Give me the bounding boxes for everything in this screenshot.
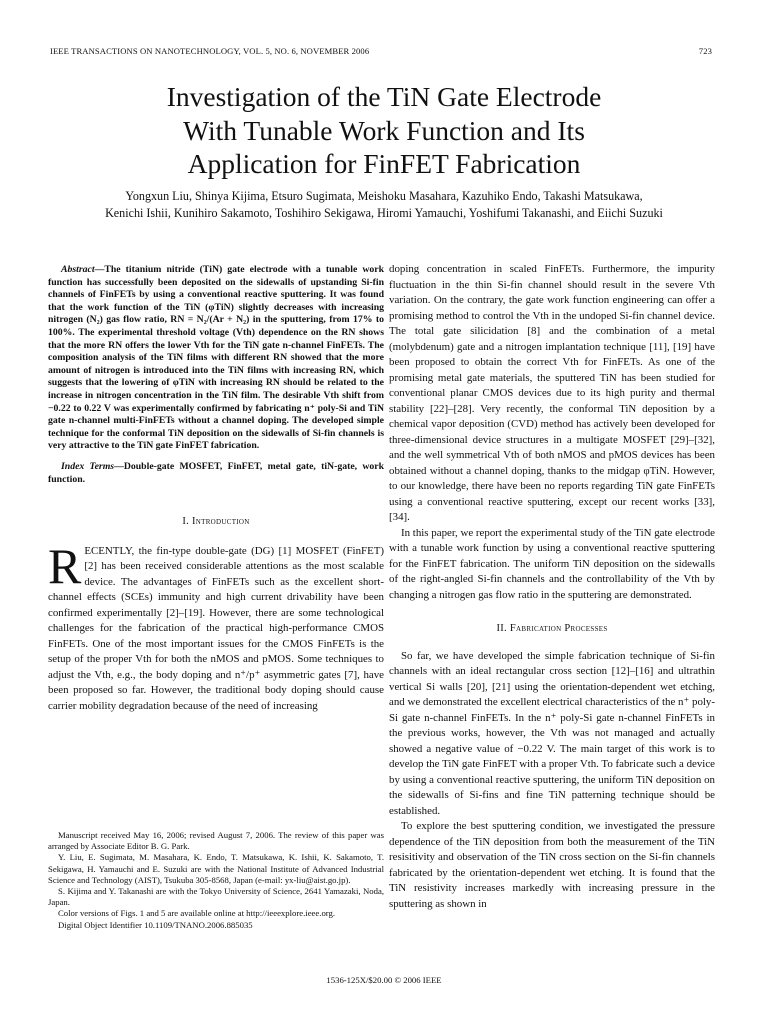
author-list <box>40 188 728 221</box>
index-terms <box>48 461 384 486</box>
section-heading-fabrication: II. Fabrication Processes <box>496 623 608 634</box>
running-head <box>50 46 712 56</box>
intro-paragraph <box>48 537 384 715</box>
page-number: 723 <box>698 46 712 56</box>
journal-name: IEEE TRANSACTIONS ON NANOTECHNOLOGY, VOL. 5, NO. 6, NOVEMBER 2006 <box>50 46 370 56</box>
right-paragraph-3: So far, we have developed the simple fabrication technique of Si-fin channels with an ideal rectangular cross section [12]–[16] and ultrathin vertical Si walls [20], [21] using the orientation-dependent wet etching, and we demonstrated the excellent electrical characteristics of the n⁺ poly-Si gate n-channel FinFETs. In the n⁺ poly-Si gate n-channel FinFETs in the previous works, however, the Vth was not managed and actually showed a negative value of −0.22 V. The main target of this work is to develop the TiN gate FinFET with a proper Vth. To fabricate such a device by using a conventional reactive sputtering, the uniform TiN deposition on the sidewalls of Si-fins and fine TiN patterning technique should be established. <box>389 649 715 817</box>
title-line-3: Application for FinFET Fabrication <box>187 148 581 179</box>
footnotes <box>48 830 384 931</box>
footnote-doi: Digital Object Identifier 10.1109/TNANO.2006.885035 <box>58 919 253 930</box>
intro-text: ECENTLY, the fin-type double-gate (DG) [1] MOSFET (FinFET) [2] has been received considerable attentions as the most scalable device. The advantages of FinFETs such as the excellent short-channel effects (SCEs) immunity and high current drivability have been confirmed experimentally [2]–[19]. However, there are some technological challenges for the fabrication of the practical high-performance CMOS FinFETs. One of the most important issues for the CMOS FinFETs is the setup of the proper Vth for both the nMOS and pMOS. Some techniques to adjust the Vth, e.g., the body doping and n⁺/p⁺ asymmetric gates [7], have been proposed so far. However, the traditional body doping should cause carrier mobility degradation because of the need of increasing <box>48 544 384 712</box>
footnote-aist: Y. Liu, E. Sugimata, M. Masahara, K. Endo, T. Matsukawa, K. Ishii, K. Sakamoto, T. Sekigawa, H. Yamauchi and E. Suzuki are with the National Institute of Advanced Industrial Science and Technology (AIST), Tsukuba 305-8568, Japan (e-mail: yx-liu@aist.go.jp). <box>48 852 384 885</box>
right-paragraph-4: To explore the best sputtering condition, we investigated the pressure dependence of the TiN deposition from both the measurement of the TiN resisitivity and observation of the TiN cross section on the Si-fin channels fabricated by the orientation-dependent wet etching. It is found that the TiN resistivity increases markedly with increasing pressure in the sputtering as shown in <box>389 820 715 910</box>
abstract-lead: Abstract <box>61 264 95 275</box>
paper-title <box>60 80 708 181</box>
copyright-footer: 1536-125X/$20.00 © 2006 IEEE <box>326 975 442 985</box>
abstract-text: —The titanium nitride (TiN) gate electrode with a tunable work function has successfully been deposited on the sidewalls of upstanding Si-fin channels of FinFETs by using a conventional reactive sputtering. It was found that the work function of the TiN (φTiN) slightly decreases with increasing nitrogen (N₂) gas flow ratio, RN = N₂/(Ar + N₂) in the sputtering, from 17% to 100%. The experimental threshold voltage (Vth) dependence on the RN shows that the more RN offers the lower Vth for the TiN gate n-channel FinFETs. The composition analysis of the TiN films with different RN showed that the more amount of nitrogen is introduced into the TiN films with increasing RN, which suggests that the lowering of φTiN with increasing RN should be related to the increase in nitrogen concentration in the TiN film. The desirable Vth shift from −0.22 to 0.22 V was experimentally confirmed by fabricating n⁺ poly-Si and TiN gate n-channel multi-FinFETs without a channel doping. The developed simple technique for the conformal TiN deposition on the sidewalls of Si-fin channels is very attractive to the TiN gate FinFET fabrication. <box>48 264 384 452</box>
footnote-tokyo: S. Kijima and Y. Takanashi are with the Tokyo University of Science, 2641 Yamazaki, Noda, Japan. <box>48 886 384 908</box>
left-column <box>48 264 384 714</box>
authors-line-1: Yongxun Liu, Shinya Kijima, Etsuro Sugimata, Meishoku Masahara, Kazuhiko Endo, Takashi Matsukawa, <box>125 189 643 203</box>
footnote-color: Color versions of Figs. 1 and 5 are available online at http://ieeexplore.ieee.org. <box>58 908 336 919</box>
section-heading-introduction: I. Introduction <box>182 516 250 528</box>
title-line-1: Investigation of the TiN Gate Electrode <box>166 81 602 112</box>
drop-cap: R <box>48 537 82 594</box>
authors-line-2: Kenichi Ishii, Kunihiro Sakamoto, Toshihiro Sekigawa, Hiromi Yamauchi, Yoshifumi Takanashi, and Eiichi Suzuki <box>105 205 663 220</box>
title-line-2: With Tunable Work Function and Its <box>183 114 585 146</box>
right-paragraph-1: doping concentration in scaled FinFETs. Furthermore, the impurity fluctuation in the thin Si-fin channel should result in the severe Vth variation. On the contrary, the gate work function engineering can offer a promising method to control the Vth in the undoped Si-fin channel device. The total gate silicidation [8] and the combination of a metal (molybdenum) gate and a nitrogen implantation technique [11], [19] have been proposed to obtain the correct Vth for FinFETs. As one of the promising metal gate materials, the sputtered TiN has been studied for conventional planar CMOS devices due to its high purity and thermal stability [22]–[28]. Very recently, the conformal TiN deposition by a chemical vapor deposition (CVD) method has actively been developed for three-dimensional device structures in a multigate MOSFET [29]–[32], and the well symmetrical Vth of both nMOS and pMOS devices has been obtained without a channel doping, thanks to the midgap φTiN. However, to our knowledge, there have been no reports regarding TiN gate FinFETs using a conventional reactive sputtering, except our recent works [33], [34]. <box>389 263 715 523</box>
footnote-received: Manuscript received May 16, 2006; revised August 7, 2006. The review of this paper was arranged by Associate Editor B. G. Park. <box>48 830 384 852</box>
index-terms-text: —Double-gate MOSFET, FinFET, metal gate, tiN-gate, work function. <box>48 460 384 485</box>
right-column <box>389 262 715 912</box>
abstract <box>48 264 384 453</box>
right-paragraph-2: In this paper, we report the experimental study of the TiN gate electrode with a tunable work function by using a conventional reactive sputtering for the FinFET fabrication. The uniform TiN deposition on the sidewalls of the right-angled Si-fin channels and the controllability of the Vth by changing a nitrogen gas flow ratio in the sputtering are demonstrated. <box>389 526 715 601</box>
index-terms-lead: Index Terms <box>61 460 115 472</box>
